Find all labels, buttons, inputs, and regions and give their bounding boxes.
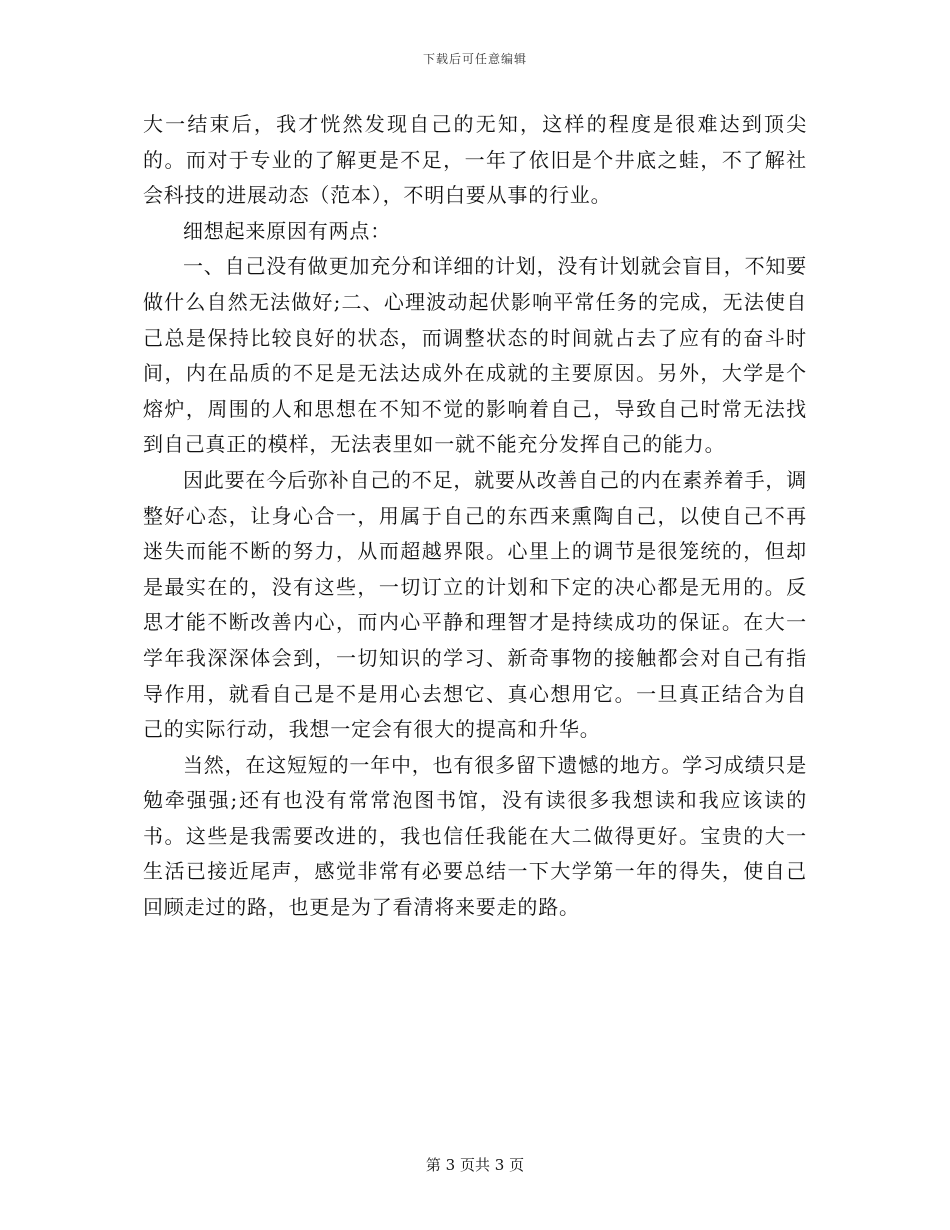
page-footer: 第 3 页共 3 页: [425, 1156, 525, 1174]
paragraph-1: 大一结束后，我才恍然发现自己的无知，这样的程度是很难达到顶尖的。而对于专业的了解更是不足，一年了依旧是个井底之蛙，不了解社会科技的进展动态（范本），不明白要从事的行业。: [143, 112, 807, 208]
paragraph-5: 当然，在这短短的一年中，也有很多留下遗憾的地方。学习成绩只是勉牵强强;还有也没有常常泡图书馆，没有读很多我想读和我应该读的书。这些是我需要改进的，我也信任我能在大二做得更好。宝贵的大一生活已接近尾声，感觉非常有必要总结一下大学第一年的得失，使自己回顾走过的路，也更是为了看清将来要走的路。: [143, 752, 807, 920]
document-body: [143, 107, 807, 926]
page-header: 下载后可任意编辑: [422, 52, 527, 66]
paragraph-4: 因此要在今后弥补自己的不足，就要从改善自己的内在素养着手，调整好心态，让身心合一，用属于自己的东西来熏陶自己，以使自己不再迷失而能不断的努力，从而超越界限。心里上的调节是很笼统的，但却是最实在的，没有这些，一切订立的计划和下定的决心都是无用的。反思才能不断改善内心，而内心平静和理智才是持续成功的保证。在大一学年我深深体会到，一切知识的学习、新奇事物的接触都会对自己有指导作用，就看自己是不是用心去想它、真心想用它。一旦真正结合为自己的实际行动，我想一定会有很大的提高和升华。: [143, 467, 807, 742]
paragraph-3: 一、自己没有做更加充分和详细的计划，没有计划就会盲目，不知要做什么自然无法做好;二、心理波动起伏影响平常任务的完成，无法使自己总是保持比较良好的状态，而调整状态的时间就占去了应有的奋斗时间，内在品质的不足是无法达成外在成就的主要原因。另外，大学是个熔炉，周围的人和思想在不知不觉的影响着自己，导致自己时常无法找到自己真正的模样，无法表里如一就不能充分发挥自己的能力。: [143, 254, 807, 457]
paragraph-2: 细想起来原因有两点：: [183, 218, 391, 243]
